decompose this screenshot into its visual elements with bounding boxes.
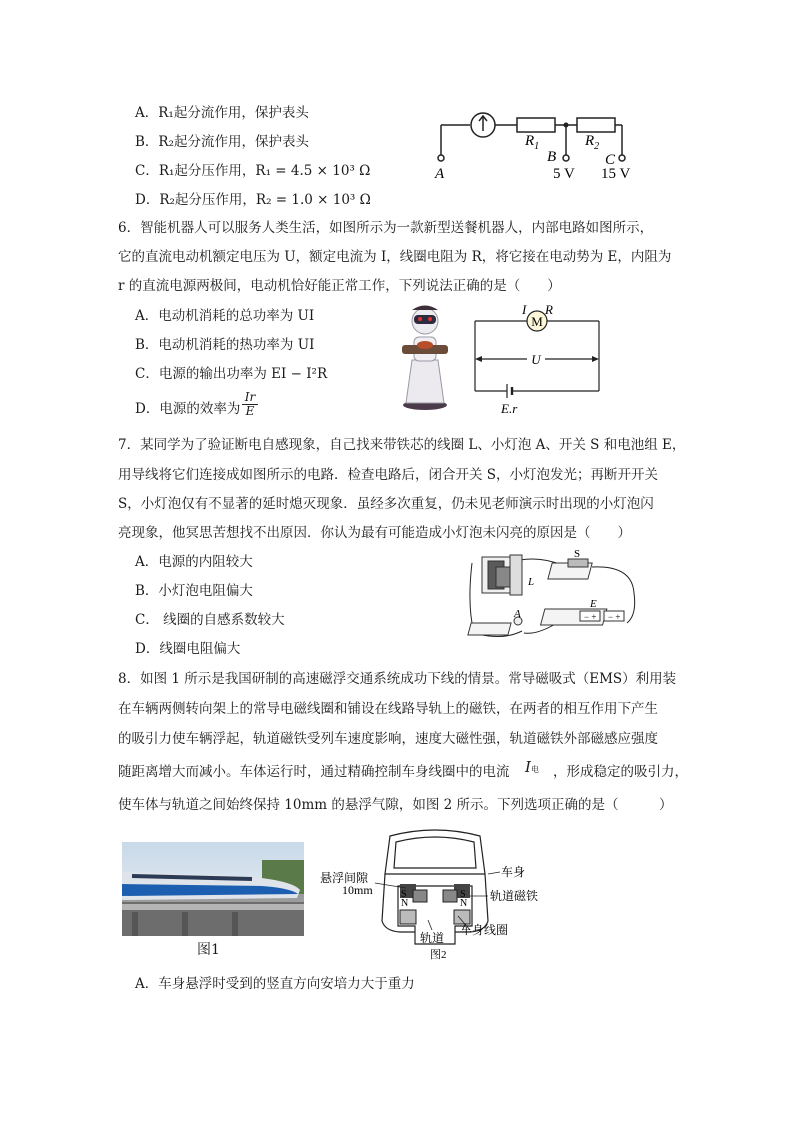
q5-option-b: B．R₂起分流作用，保护表头 bbox=[135, 134, 309, 150]
coil-label: 车身线圈 bbox=[460, 923, 509, 937]
q8-line-5: 使车体与轨道之间始终保持 10mm 的悬浮气隙，如图 2 所示。下列选项正确的是（ ） bbox=[118, 797, 673, 813]
lamp-a-label: A bbox=[514, 608, 521, 620]
q6-line-3: r 的直流电源两极间，电动机恰好能正常工作，下列说法正确的是（ ） bbox=[118, 278, 561, 294]
maglev-cross-section-diagram bbox=[320, 826, 550, 962]
q6-option-b: B．电动机消耗的热功率为 UI bbox=[135, 337, 315, 353]
q7-line-3: S，小灯泡仅有不显著的延时熄灭现象．虽经多次重复，仍未见老师演示时出现的小灯泡闪 bbox=[118, 496, 654, 512]
fraction-numerator: Ir bbox=[244, 390, 256, 404]
current-i-label: I bbox=[522, 303, 527, 317]
q7-option-a: A．电源的内阻较大 bbox=[135, 554, 253, 570]
terminal-b-voltage: 5 V bbox=[553, 166, 575, 182]
q7-apparatus-diagram bbox=[462, 545, 642, 645]
q7-option-d: D．线圈电阻偏大 bbox=[135, 641, 241, 657]
svg-text:S: S bbox=[401, 889, 407, 900]
q7-line-2: 用导线将它们连接成如图所示的电路．检查电路后，闭合开关 S，小灯泡发光；再断开开关 bbox=[118, 467, 659, 483]
figure-2-caption: 图2 bbox=[430, 949, 447, 961]
motor-m-label: M bbox=[531, 314, 543, 329]
q5-option-a: A．R₁起分流作用，保护表头 bbox=[135, 105, 309, 121]
q8-line-4a: 随距离增大而减小。车体运行时，通过精确控制车身线圈中的电流 bbox=[118, 764, 510, 780]
q7-option-c: C． 线圈的自感系数较大 bbox=[135, 612, 285, 628]
q6-option-d: D．电源的效率为 bbox=[135, 401, 241, 417]
q5-option-d: D．R₂起分压作用，R₂ = 1.0 × 10³ Ω bbox=[135, 192, 371, 208]
q6-option-a: A．电动机消耗的总功率为 UI bbox=[135, 308, 315, 324]
q7-option-b: B．小灯泡电阻偏大 bbox=[135, 583, 253, 599]
q7-line-4: 亮现象，他冥思苦想找不出原因．你认为最有可能造成小灯泡未闪亮的原因是（ ） bbox=[118, 525, 631, 541]
terminal-c-voltage: 15 V bbox=[601, 166, 631, 182]
q6-line-1: 6．智能机器人可以服务人类生活，如图所示为一款新型送餐机器人，内部电路如图所示， bbox=[118, 220, 654, 236]
terminal-a-label: A bbox=[435, 166, 445, 182]
q6-motor-circuit bbox=[465, 303, 610, 418]
q6-option-c: C．电源的输出功率为 EI − I²R bbox=[135, 366, 328, 382]
q7-line-1: 7．某同学为了验证断电自感现象，自己找来带铁芯的线圈 L、小灯泡 A、开关 S 和电池组 E， bbox=[118, 437, 686, 453]
q8-line-1: 8．如图 1 所示是我国研制的高速磁浮交通系统成功下线的情景。常导磁吸式（EMS）利用装 bbox=[118, 671, 677, 687]
robot-photo bbox=[400, 305, 450, 411]
terminal-b-label: B bbox=[547, 149, 557, 165]
svg-text:− +: − + bbox=[584, 612, 597, 622]
source-er-label: E.r bbox=[501, 401, 518, 416]
q8-current-symbol: I电 bbox=[525, 758, 539, 776]
voltage-u-label: U bbox=[531, 352, 541, 367]
maglev-train-photo bbox=[122, 842, 304, 936]
q8-option-a: A．车身悬浮时受到的竖直方向安培力大于重力 bbox=[135, 976, 415, 992]
body-label: 车身 bbox=[501, 865, 526, 879]
q8-line-3: 的吸引力使车辆浮起，轨道磁铁受列车速度影响，速度大磁性强，轨道磁铁外部磁感应强度 bbox=[118, 731, 658, 747]
switch-s-label: S bbox=[574, 548, 581, 560]
gap-value: 10mm bbox=[342, 883, 373, 897]
coil-l-label: L bbox=[528, 576, 535, 588]
svg-text:N: N bbox=[401, 898, 409, 909]
q8-line-4b: ，形成稳定的吸引力， bbox=[553, 764, 688, 780]
figure-1-caption: 图1 bbox=[197, 942, 220, 958]
svg-text:S: S bbox=[460, 889, 466, 900]
battery-e-label: E bbox=[590, 598, 597, 610]
gap-label: 悬浮间隙 bbox=[320, 871, 369, 885]
resistance-r-label: R bbox=[545, 303, 553, 317]
svg-text:R1: $R_1$ bbox=[525, 133, 540, 152]
q6-line-2: 它的直流电动机额定电压为 U，额定电流为 I，线圈电阻为 R，将它接在电动势为 E，内阻为 bbox=[118, 249, 672, 265]
svg-text:R2: $R_2$ bbox=[585, 133, 600, 152]
track-magnet-label: 轨道磁铁 bbox=[490, 889, 539, 903]
q5-circuit-diagram bbox=[425, 95, 660, 187]
terminal-c-label: C bbox=[605, 152, 616, 168]
fraction-denominator: E bbox=[242, 404, 258, 418]
q8-line-2: 在车辆两侧转向架上的常导电磁线圈和铺设在线路导轨上的磁铁，在两者的相互作用下产生 bbox=[118, 701, 658, 717]
svg-text:− +: − + bbox=[608, 612, 621, 622]
svg-text:N: N bbox=[460, 898, 468, 909]
track-label: 轨道 bbox=[420, 931, 445, 945]
q5-option-c: C．R₁起分压作用，R₁ = 4.5 × 10³ Ω bbox=[135, 163, 371, 179]
q6-efficiency-fraction bbox=[242, 391, 258, 418]
